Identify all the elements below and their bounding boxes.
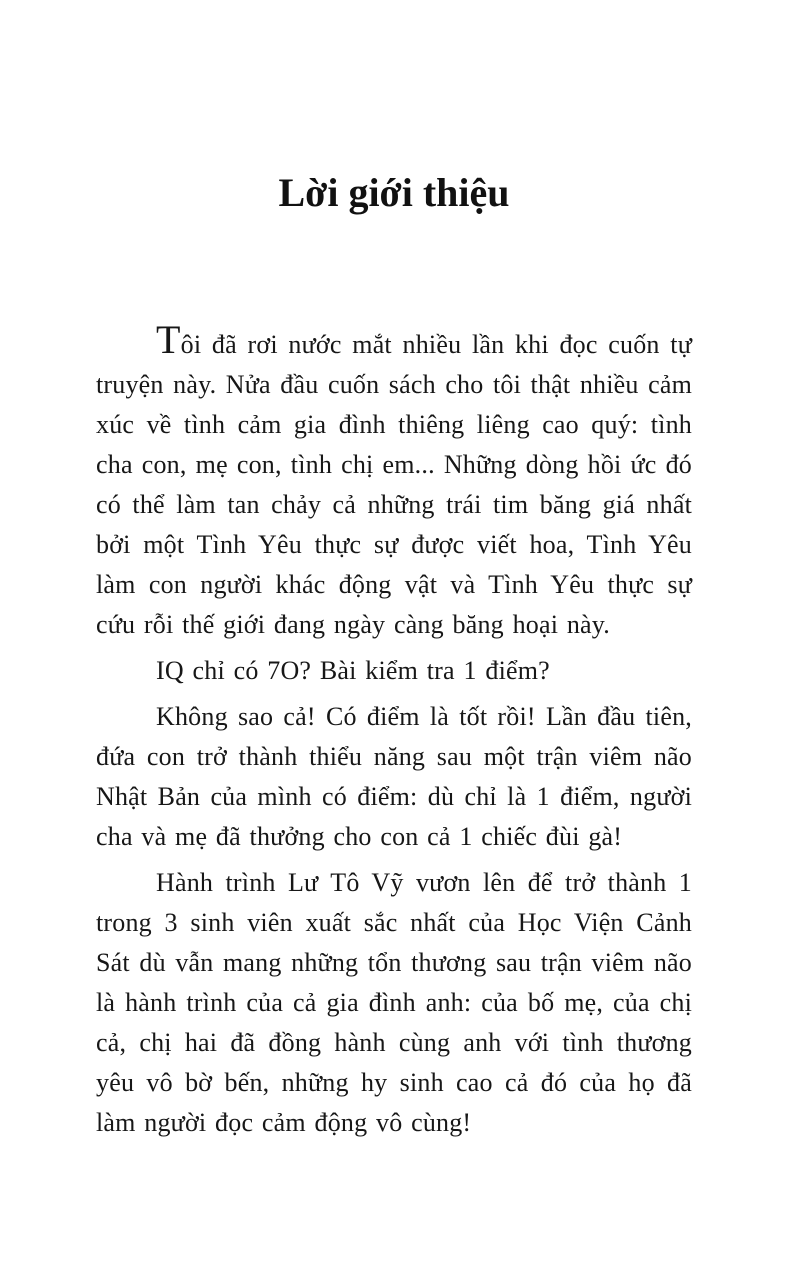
paragraph-1 xyxy=(96,317,692,645)
paragraph-3-text: Không sao cả! Có điểm là tốt rồi! Lần đầu tiên, đứa con trở thành thiểu năng sau một trận viêm não Nhật Bản của mình có điểm: dù chỉ là 1 điểm, người cha và mẹ đã thưởng cho con cả 1 chiếc đùi gà! xyxy=(96,702,692,851)
text-block xyxy=(96,170,692,1143)
paragraph-1-text: ôi đã rơi nước mắt nhiều lần khi đọc cuốn tự truyện này. Nửa đầu cuốn sách cho tôi thật nhiều cảm xúc về tình cảm gia đình thiêng liêng cao quý: tình cha con, mẹ con, tình chị em... Những dòng hồi ức đó có thể làm tan chảy cả những trái tim băng giá nhất bởi một Tình Yêu thực sự được viết hoa, Tình Yêu làm con người khác động vật và Tình Yêu thực sự cứu rỗi thế giới đang ngày càng băng hoại này. xyxy=(96,330,692,639)
paragraph-3 xyxy=(96,697,692,857)
initial-capital: T xyxy=(156,317,181,362)
paragraph-4-text: Hành trình Lư Tô Vỹ vươn lên để trở thành 1 trong 3 sinh viên xuất sắc nhất của Học Viện Cảnh Sát dù vẫn mang những tổn thương sau trận viêm não là hành trình của cả gia đình anh: của bố mẹ, của chị cả, chị hai đã đồng hành cùng anh với tình thương yêu vô bờ bến, những hy sinh cao cả đó của họ đã làm người đọc cảm động vô cùng! xyxy=(96,868,692,1137)
paragraph-2-text: IQ chỉ có 7O? Bài kiểm tra 1 điểm? xyxy=(156,656,550,685)
paragraph-2 xyxy=(96,651,692,691)
chapter-title: Lời giới thiệu xyxy=(278,170,510,215)
paragraph-4 xyxy=(96,863,692,1143)
